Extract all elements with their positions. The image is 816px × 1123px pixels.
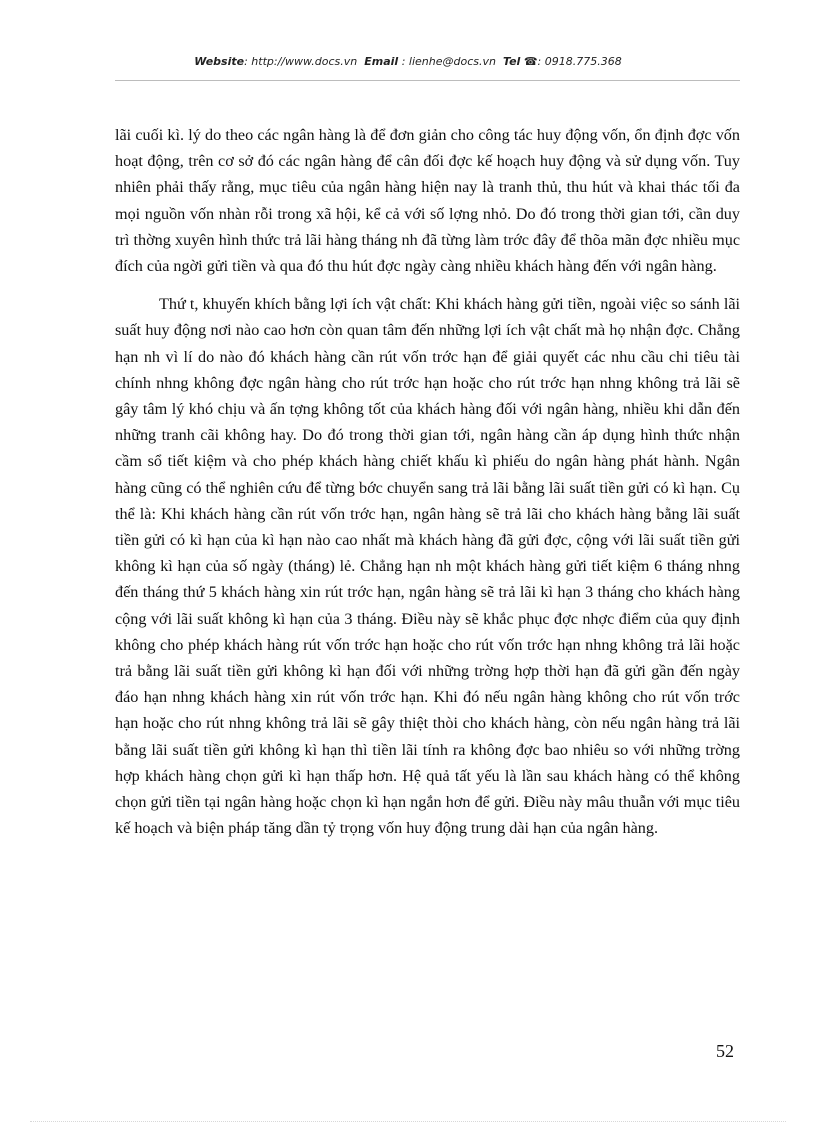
website-value: : http://www.docs.vn xyxy=(244,55,358,68)
paragraph-2: Thứ t, khuyến khích bằng lợi ích vật chất: Khi khách hàng gửi tiền, ngoài việc so sánh lãi suất huy động nơi nào cao hơn còn quan tâm đến những lợi ích vật chất mà họ nhận đợc. Chẳng hạn nh vì lí do nào đó khách hàng cần rút vốn trớc hạn để giải quyết các nhu cầu chi tiêu tài chính nhng không đợc ngân hàng cho rút trớc hạn hoặc cho rút trớc hạn nhng không trả lãi sẽ gây tâm lý khó chịu và ấn tợng không tốt của khách hàng đối với ngân hàng, nhiều khi dẫn đến những tranh cãi không hay. Do đó trong thời gian tới, ngân hàng cần áp dụng hình thức nhận cầm sổ tiết kiệm và cho phép khách hàng chiết khấu kì phiếu do ngân hàng phát hành. Ngân hàng cũng có thể nghiên cứu để từng bớc chuyển sang trả lãi bằng lãi suất tiền gửi có kì hạn. Cụ thể là: Khi khách hàng cần rút vốn trớc hạn, ngân hàng sẽ trả lãi cho khách hàng bằng lãi suất tiền gửi có kì hạn của kì hạn nào cao nhất mà khách hàng đã gửi đợc, cộng với lãi suất tiền gửi không kì hạn của số ngày (tháng) lẻ. Chẳng hạn nh một khách hàng gửi tiết kiệm 6 tháng nhng đến tháng thứ 5 khách hàng xin rút trớc hạn, ngân hàng sẽ trả lãi kì hạn 3 tháng cho khách hàng cộng với lãi suất không kì hạn của 3 tháng. Điều này sẽ khắc phục đợc nhợc điểm của quy định không cho phép khách hàng rút vốn trớc hạn hoặc cho rút vốn trớc hạn nhng không trả lãi hoặc trả bằng lãi suất tiền gửi không kì hạn đối với những trờng hợp thời hạn đã gửi gần đến ngày đáo hạn nhng khách hàng xin rút vốn trớc hạn. Khi đó nếu ngân hàng không cho rút vốn trớc hạn hoặc cho rút nhng không trả lãi sẽ gây thiệt thòi cho khách hàng, còn nếu ngân hàng trả lãi bằng lãi suất tiền gửi không kì hạn thì tiền lãi tính ra không đợc bao nhiêu so với những trờng hợp khách hàng chọn gửi kì hạn thấp hơn. Hệ quả tất yếu là lần sau khách hàng có thể không chọn gửi tiền tại ngân hàng hoặc chọn kì hạn ngắn hơn để gửi. Điều này mâu thuẫn với mục tiêu kế hoạch và biện pháp tăng dần tỷ trọng vốn huy động trung dài hạn của ngân hàng. xyxy=(115,295,740,838)
email-label: Email xyxy=(364,55,399,68)
website-label: Website xyxy=(194,55,245,68)
tel-label: Tel xyxy=(502,55,521,68)
header-divider xyxy=(115,80,740,81)
page-number: 52 xyxy=(716,1041,734,1061)
document-body xyxy=(115,122,740,841)
paragraph-1: lãi cuối kì. lý do theo các ngân hàng là để đơn giản cho công tác huy động vốn, ổn định đợc vốn hoạt động, trên cơ sở đó các ngân hàng để cân đối đợc kế hoạch huy động và sử dụng vốn. Tuy nhiên phải thấy rằng, mục tiêu của ngân hàng hiện nay là tranh thủ, thu hút và khai thác tối đa mọi nguồn vốn nhàn rỗi trong xã hội, kể cả với số lợng nhỏ. Do đó trong thời gian tới, cần duy trì thờng xuyên hình thức trả lãi hàng tháng nh đã từng làm trớc đây để thõa mãn đợc nhiều mục đích của ngời gửi tiền và qua đó thu hút đợc ngày càng nhiều khách hàng đến với ngân hàng. xyxy=(115,126,740,276)
tel-value: : 0918.775.368 xyxy=(537,55,622,68)
page-header xyxy=(0,55,816,68)
footer-divider xyxy=(30,1121,786,1122)
phone-icon: ☎ xyxy=(523,55,538,68)
email-value: : lienhe@docs.vn xyxy=(401,55,496,68)
